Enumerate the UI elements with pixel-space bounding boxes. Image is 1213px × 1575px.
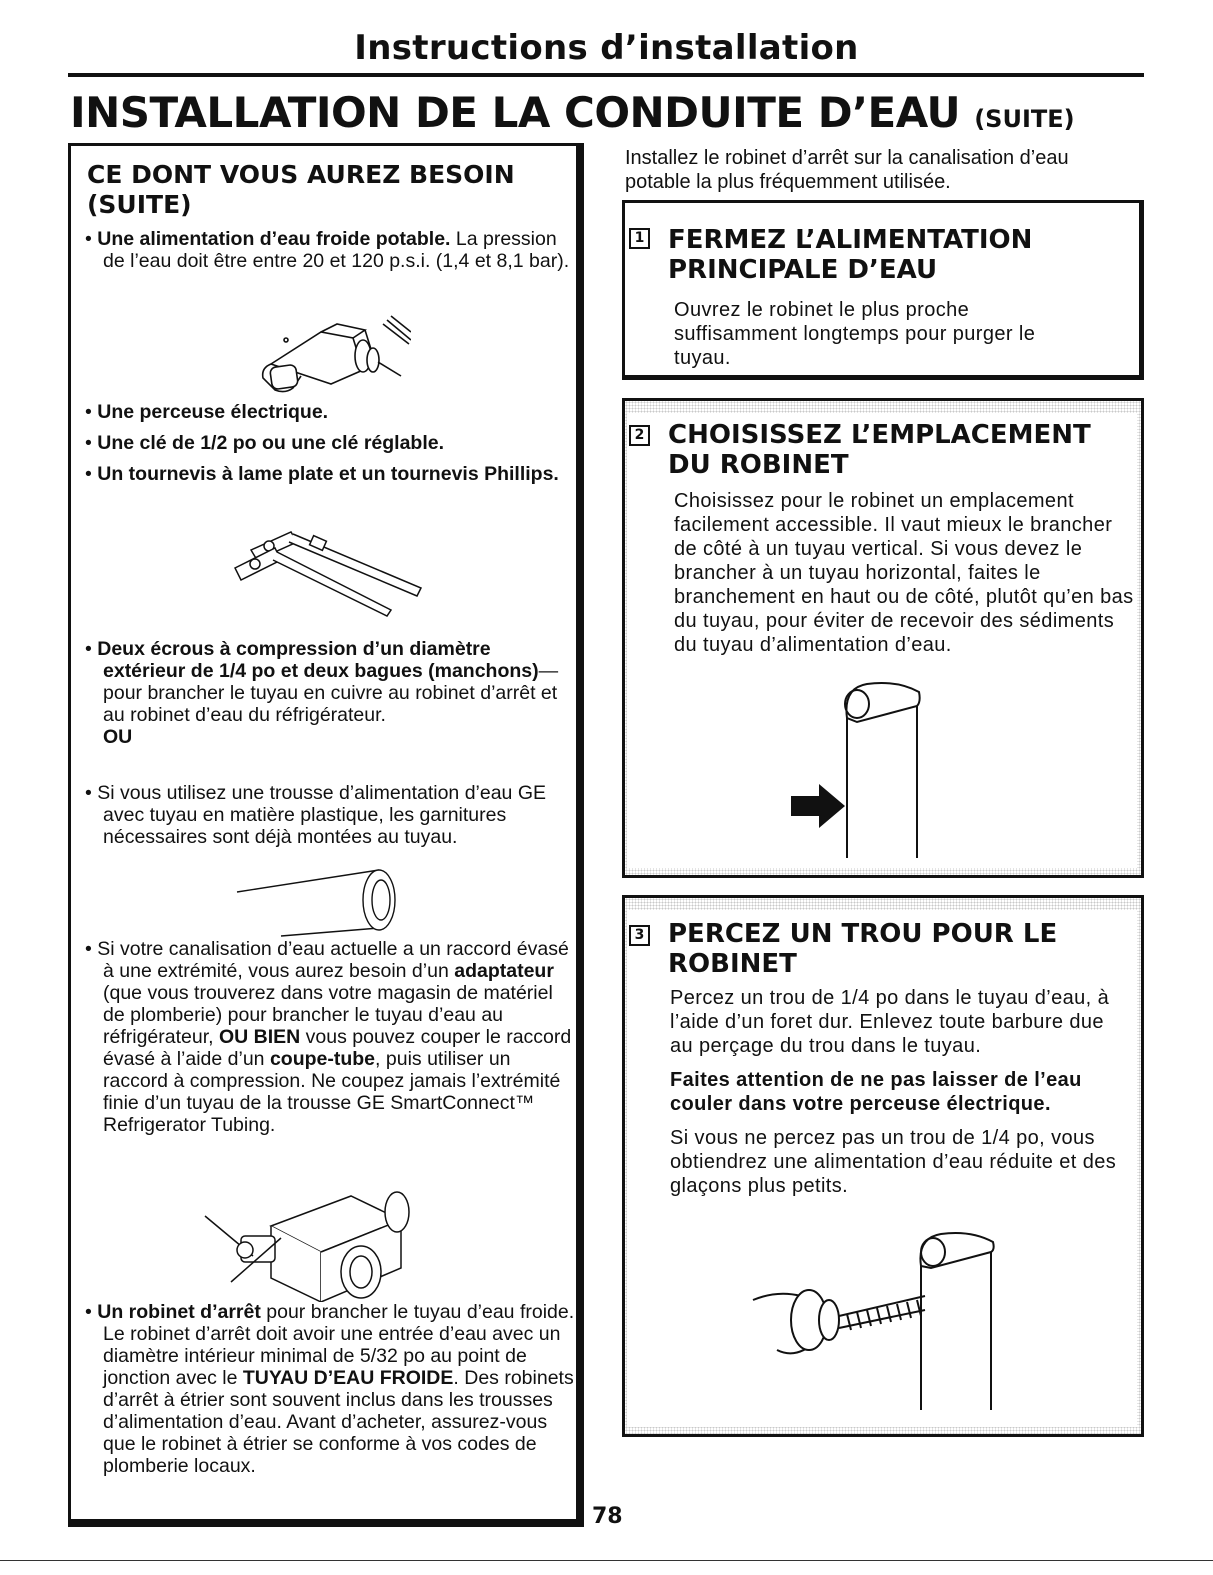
shutoff-valve-text-b: pour brancher le tuyau d’eau froide. Le robinet d’arrêt doit avoir une entrée d’eau avec un diamètre intérieur minimal de 5/32 po au point de jonction avec le <box>103 1301 575 1389</box>
screwdrivers-label: Un tournevis à lame plate et un tournevis Phillips. <box>97 463 559 485</box>
adapter-text-g: , puis utiliser un raccord à compression. Ne coupez jamais l’extrémité finie d’un tuyau de la trousse GE SmartConnect™ Refrigerator Tubing. <box>103 1048 561 1136</box>
step-1-number: 1 <box>629 228 650 249</box>
list-item-screwdrivers: • Un tournevis à lame plate et un tournevis Phillips. <box>85 463 559 485</box>
step-1-box <box>622 200 1144 380</box>
step-1-title: FERMEZ L’ALIMENTATION PRINCIPALE D’EAU <box>668 225 1033 285</box>
adapter-bold: adaptateur <box>454 960 554 982</box>
requirements-heading: CE DONT VOUS AUREZ BESOIN (SUITE) <box>87 160 515 219</box>
step-3-text-2: Si vous ne percez pas un trou de 1/4 po, vous obtiendrez une alimentation d’eau réduite et des glaçons plus petits. <box>670 1127 1117 1197</box>
wrench-label: Une clé de 1/2 po ou une clé réglable. <box>97 432 445 454</box>
adapter-text-c: (que vous trouverez dans votre magasin de matériel de plomberie) pour brancher le tuyau d’eau au réfrigérateur, <box>103 982 553 1048</box>
intro-text: Installez le robinet d’arrêt sur la canalisation d’eau potable la plus fréquemment utilisée. <box>625 147 1069 193</box>
adapter-text-e: vous pouvez couper le raccord évasé à l’aide d’un <box>103 1026 572 1070</box>
tube-cutter-bold: coupe-tube <box>269 1048 376 1070</box>
water-supply-bold: Une alimentation d’eau froide potable. <box>97 228 451 250</box>
footer-rule <box>0 1560 1213 1561</box>
step-3-panel <box>627 910 1137 1427</box>
step-3-warning: Faites attention de ne pas laisser de l’eau couler dans votre perceuse électrique. <box>670 1069 1082 1115</box>
plastic-tubing-illustration <box>231 862 411 942</box>
drill-pipe-illustration <box>747 1230 1007 1410</box>
step-2-number: 2 <box>629 425 650 446</box>
page-header-title: Instructions d’installation <box>354 28 859 68</box>
step-3-title: PERCEZ UN TROU POUR LE ROBINET <box>668 919 1058 979</box>
section-title <box>70 88 1075 137</box>
compression-nuts-bold: Deux écrous à compression d’un diamètre extérieur de 1/4 po et deux bagues (manchons) <box>97 638 539 682</box>
or-else-bold: OU BIEN <box>218 1026 301 1048</box>
header-rule <box>68 73 1144 77</box>
list-item-ge-kit: • Si vous utilisez une trousse d’alimentation d’eau GE avec tuyau en matière plastique, les garnitures nécessaires sont déjà montées au tuyau. <box>85 782 546 848</box>
shutoff-valve-illustration <box>201 1186 421 1302</box>
list-item-shutoff-valve: • Un robinet d’arrêt pour brancher le tuyau d’eau froide. Le robinet d’arrêt doit avoir une entrée d’eau avec un diamètre intérieur minimal de 5/32 po au point de jonction avec le TUYAU D’EAU FROIDE. Des robinets d’arrêt à étrier sont souvent inclus dans les trousses d’alimentation d’eau. Avant d’acheter, assurez-vous que le robinet à étrier se conforme à vos codes de plomberie locaux. <box>85 1301 575 1477</box>
compression-nuts-text: —pour brancher le tuyau en cuivre au robinet d’arrêt et au robinet d’eau du réfrigérateur. <box>103 660 559 726</box>
step-2-title: CHOISISSEZ L’EMPLACEMENT DU ROBINET <box>668 420 1091 480</box>
ge-kit-text: Si vous utilisez une trousse d’alimentation d’eau GE avec tuyau en matière plastique, les garnitures nécessaires sont déjà montées au tuyau. <box>97 782 546 848</box>
step-2-text: Choisissez pour le robinet un emplacement facilement accessible. Il vaut mieux le brancher de côté à un tuyau vertical. Si vous devez le brancher à un tuyau horizontal, faites le branchement en haut ou de côté, plutôt qu’en bas du tuyau, pour éviter de recevoir des sédiments du tuyau d’alimentation d’eau. <box>674 490 1134 656</box>
adapter-text-a: Si votre canalisation d’eau actuelle a un raccord évasé à une extrémité, vous aurez besoin d’un <box>97 938 569 982</box>
step-2-panel <box>627 413 1137 868</box>
shutoff-valve-text-d: . Des robinets d’arrêt à étrier sont souvent inclus dans les trousses d’alimentation d’eau. Avant d’acheter, assurez-vous que le robinet à étrier se conforme à vos codes de plomberie locaux. <box>103 1367 574 1477</box>
list-item-wrench: • Une clé de 1/2 po ou une clé réglable. <box>85 432 445 454</box>
step-2-box <box>622 398 1144 878</box>
drill-label: Une perceuse électrique. <box>97 401 329 423</box>
list-item-compression-nuts: • Deux écrous à compression d’un diamètre extérieur de 1/4 po et deux bagues (manchons)—pour brancher le tuyau en cuivre au robinet d’arrêt et au robinet d’eau du réfrigérateur. OU <box>85 638 575 748</box>
or-label: OU <box>103 726 133 748</box>
section-title-suffix: (SUITE) <box>974 105 1075 133</box>
requirements-box <box>68 143 584 1527</box>
section-title-main: INSTALLATION DE LA CONDUITE D’EAU <box>70 88 961 137</box>
step-3-body <box>670 986 1130 1208</box>
shutoff-valve-bold: Un robinet d’arrêt <box>97 1301 261 1323</box>
step-3-number: 3 <box>629 925 650 946</box>
electric-drill-illustration <box>241 304 411 396</box>
step-3-text-1: Percez un trou de 1/4 po dans le tuyau d’eau, à l’aide d’un foret dur. Enlevez toute barbure due au perçage du trou dans le tuyau. <box>670 987 1110 1057</box>
step-3-box <box>622 895 1144 1437</box>
water-supply-text: La pression de l’eau doit être entre 20 et 120 p.s.i. (1,4 et 8,1 bar). <box>103 228 570 272</box>
list-item-drill: • Une perceuse électrique. <box>85 401 329 423</box>
vertical-pipe-arrow-illustration <box>787 678 937 858</box>
screwdrivers-illustration <box>231 518 431 618</box>
cold-water-pipe-bold: TUYAU D’EAU FROIDE <box>242 1367 454 1389</box>
page-number: 78 <box>592 1504 623 1529</box>
list-item-adapter: • Si votre canalisation d’eau actuelle a un raccord évasé à une extrémité, vous aurez besoin d’un adaptateur (que vous trouverez dans votre magasin de matériel de plomberie) pour brancher le tuyau d’eau au réfrigérateur, OU BIEN vous pouvez couper le raccord évasé à l’aide d’un coupe-tube, puis utiliser un raccord à compression. Ne coupez jamais l’extrémité finie d’un tuyau de la trousse GE SmartConnect™ Refrigerator Tubing. <box>85 938 572 1136</box>
step-1-text: Ouvrez le robinet le plus proche suffisamment longtemps pour purger le tuyau. <box>674 299 1036 369</box>
list-item-water-supply: • Une alimentation d’eau froide potable. La pression de l’eau doit être entre 20 et 120 p.s.i. (1,4 et 8,1 bar). <box>85 228 570 272</box>
